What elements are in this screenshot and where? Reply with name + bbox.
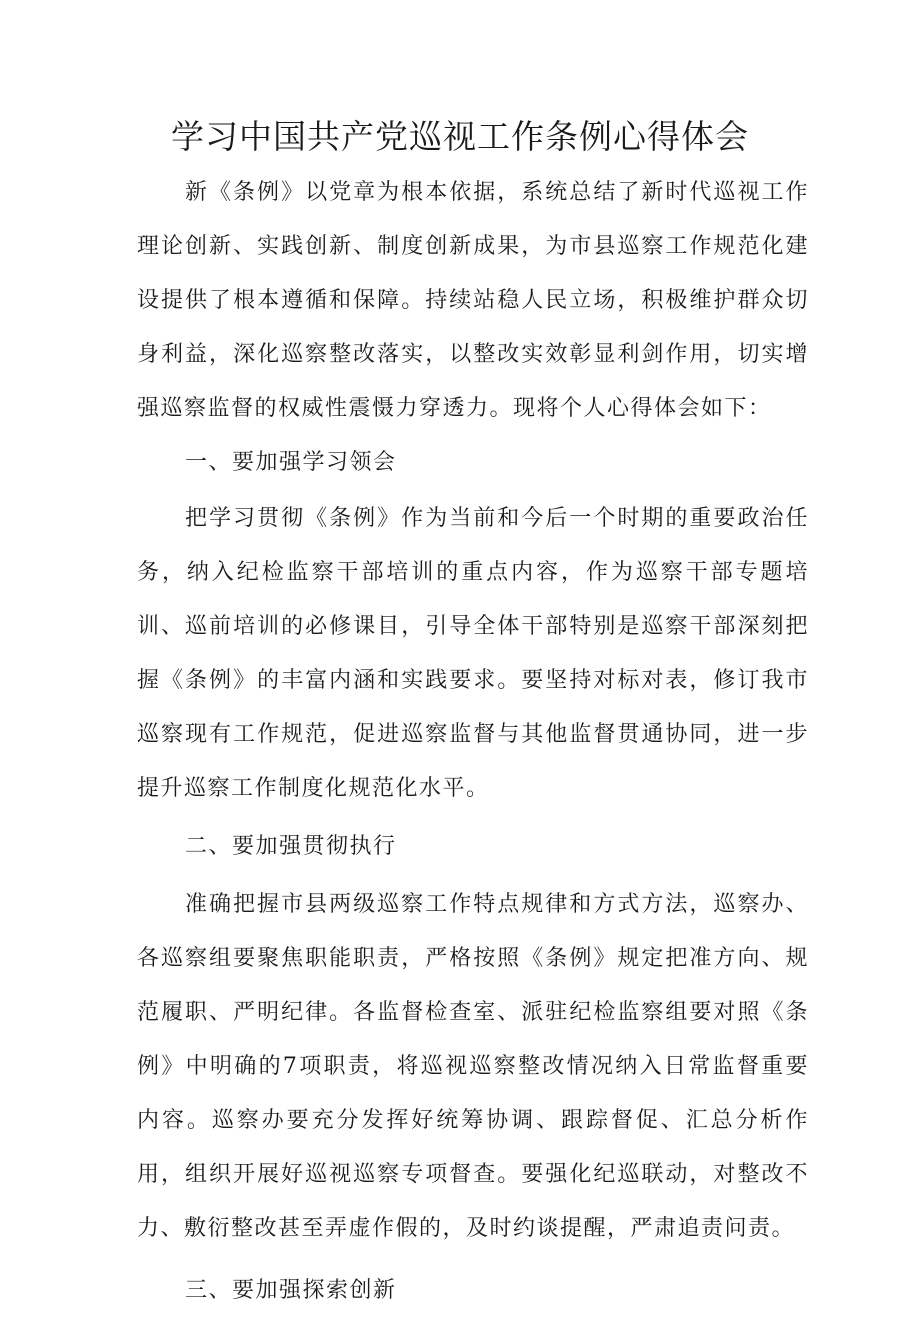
intro-paragraph: 新《条例》以党章为根本依据，系统总结了新时代巡视工作理论创新、实践创新、制度创新成果，为市县巡察工作规范化建设提供了根本遵循和保障。持续站稳人民立场，积极维护群众切身利益，深化巡察整改落实，以整改实效彰显利剑作用，切实增强巡察监督的权威性震慑力穿透力。现将个人心得体会如下： <box>137 180 809 421</box>
section-heading-1: 一、要加强学习领会 <box>185 450 397 475</box>
section-heading-3: 三、要加强探索创新 <box>185 1278 397 1303</box>
section-paragraph-2: 准确把握市县两级巡察工作特点规律和方式方法，巡察办、各巡察组要聚焦职能职责，严格按照《条例》规定把准方向、规范履职、严明纪律。各监督检查室、派驻纪检监察组要对照《条例》中明确的7项职责，将巡视巡察整改情况纳入日常监督重要内容。巡察办要充分发挥好统筹协调、跟踪督促、汇总分析作用，组织开展好巡视巡察专项督查。要强化纪巡联动，对整改不力、敷衍整改甚至弄虚作假的，及时约谈提醒，严肃追责问责。 <box>137 892 809 1241</box>
document-title: 学习中国共产党巡视工作条例心得体会 <box>171 117 749 156</box>
section-paragraph-1: 把学习贯彻《条例》作为当前和今后一个时期的重要政治任务，纳入纪检监察干部培训的重点内容，作为巡察干部专题培训、巡前培训的必修课目，引导全体干部特别是巡察干部深刻把握《条例》的丰富内涵和实践要求。要坚持对标对表，修订我市巡察现有工作规范，促进巡察监督与其他监督贯通协同，进一步提升巡察工作制度化规范化水平。 <box>137 506 809 801</box>
document-body <box>137 166 809 1318</box>
section-heading-2: 二、要加强贯彻执行 <box>185 834 397 859</box>
